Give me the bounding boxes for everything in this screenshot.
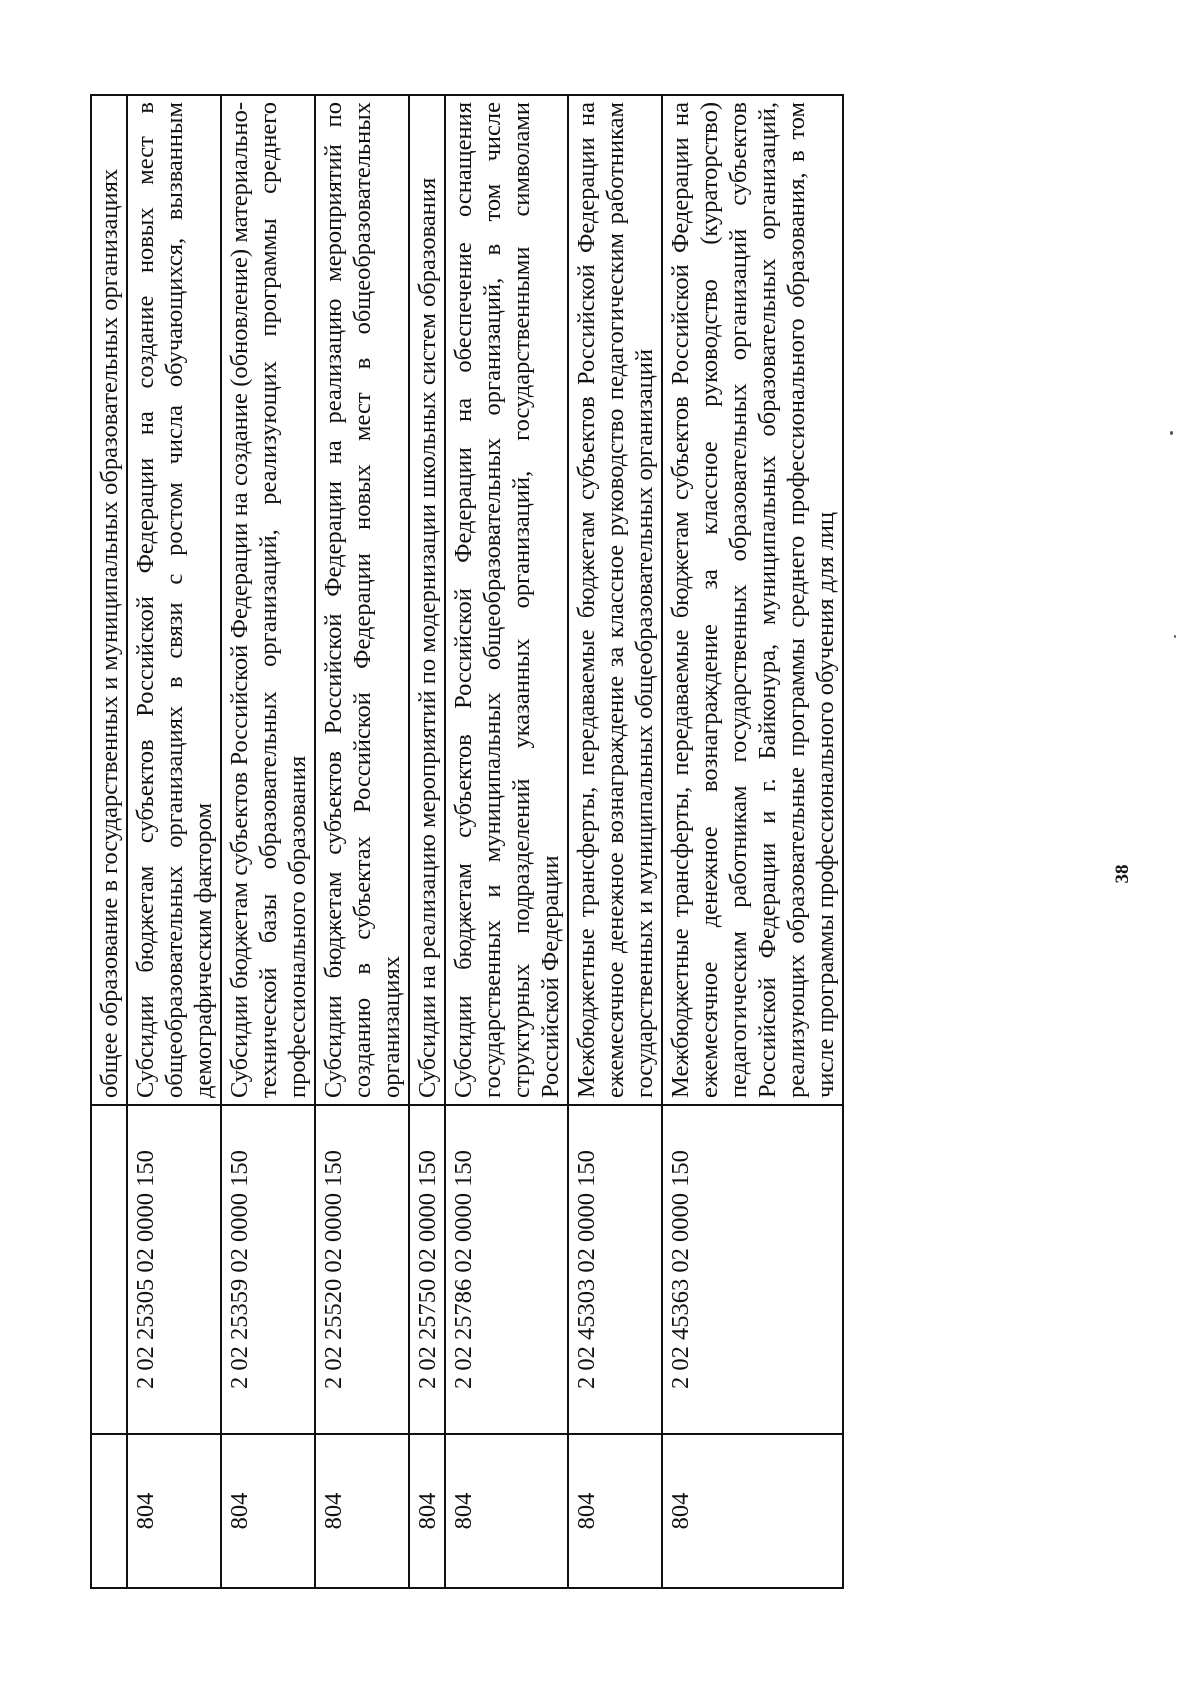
kbk-code-cell: 2 02 45363 02 0000 150 xyxy=(662,1105,843,1434)
revenue-name-cell: Субсидии на реализацию мероприятий по модернизации школьных систем образования xyxy=(409,95,445,1105)
admin-code-cell xyxy=(91,1434,127,1588)
table-row xyxy=(221,95,315,1588)
scan-speck xyxy=(1170,431,1173,435)
admin-code-cell: 804 xyxy=(221,1434,315,1588)
table-row xyxy=(568,95,662,1588)
revenue-name-cell: Субсидии бюджетам субъектов Российской Федерации на создание новых мест в общеобразовательных организациях в связи с ростом числа обучающихся, вызванным демографическим фактором xyxy=(127,95,221,1105)
revenue-name-cell: Субсидии бюджетам субъектов Российской Федерации на обеспечение оснащения государственных и муниципальных общеобразовательных организаций, в том числе структурных подразделений указанных организаций, государственными символами Российской Федерации xyxy=(445,95,568,1105)
admin-code-cell: 804 xyxy=(315,1434,409,1588)
kbk-code-cell: 2 02 25750 02 0000 150 xyxy=(409,1105,445,1434)
admin-code-cell: 804 xyxy=(409,1434,445,1588)
table-row xyxy=(315,95,409,1588)
budget-codes-table xyxy=(90,94,844,1589)
kbk-code-cell: 2 02 45303 02 0000 150 xyxy=(568,1105,662,1434)
admin-code-cell: 804 xyxy=(568,1434,662,1588)
scan-speck xyxy=(1174,635,1176,638)
revenue-name-cell: Субсидии бюджетам субъектов Российской Федерации на создание (обновление) материально-технической базы образовательных организаций, реализующих программы среднего профессионального образования xyxy=(221,95,315,1105)
table-row xyxy=(662,95,843,1588)
page-number xyxy=(1108,855,1134,895)
rotated-page-content xyxy=(0,89,1200,1689)
table-row xyxy=(127,95,221,1588)
admin-code-cell: 804 xyxy=(445,1434,568,1588)
page-number-text: 38 xyxy=(1112,864,1133,884)
admin-code-cell: 804 xyxy=(662,1434,843,1588)
kbk-code-cell: 2 02 25786 02 0000 150 xyxy=(445,1105,568,1434)
kbk-code-cell: 2 02 25359 02 0000 150 xyxy=(221,1105,315,1434)
table-row xyxy=(91,95,127,1588)
revenue-name-cell: Межбюджетные трансферты, передаваемые бюджетам субъектов Российской Федерации на ежемесячное денежное вознаграждение за классное руководство педагогическим работникам государственных и муниципальных общеобразовательных организаций xyxy=(568,95,662,1105)
kbk-code-cell xyxy=(91,1105,127,1434)
revenue-name-cell: Субсидии бюджетам субъектов Российской Федерации на реализацию мероприятий по созданию в субъектах Российской Федерации новых мест в общеобразовательных организациях xyxy=(315,95,409,1105)
kbk-code-cell: 2 02 25305 02 0000 150 xyxy=(127,1105,221,1434)
kbk-code-cell: 2 02 25520 02 0000 150 xyxy=(315,1105,409,1434)
revenue-name-cell: Межбюджетные трансферты, передаваемые бюджетам субъектов Российской Федерации на ежемесячное денежное вознаграждение за классное руководство (кураторство) педагогическим работникам государственных образовательных организаций субъектов Российской Федерации и г. Байконура, муниципальных образовательных организаций, реализующих образовательные программы среднего профессионального образования, в том числе программы профессионального обучения для лиц xyxy=(662,95,843,1105)
table-row xyxy=(409,95,445,1588)
admin-code-cell: 804 xyxy=(127,1434,221,1588)
revenue-name-cell: общее образование в государственных и муниципальных образовательных организациях xyxy=(91,95,127,1105)
table-row xyxy=(445,95,568,1588)
